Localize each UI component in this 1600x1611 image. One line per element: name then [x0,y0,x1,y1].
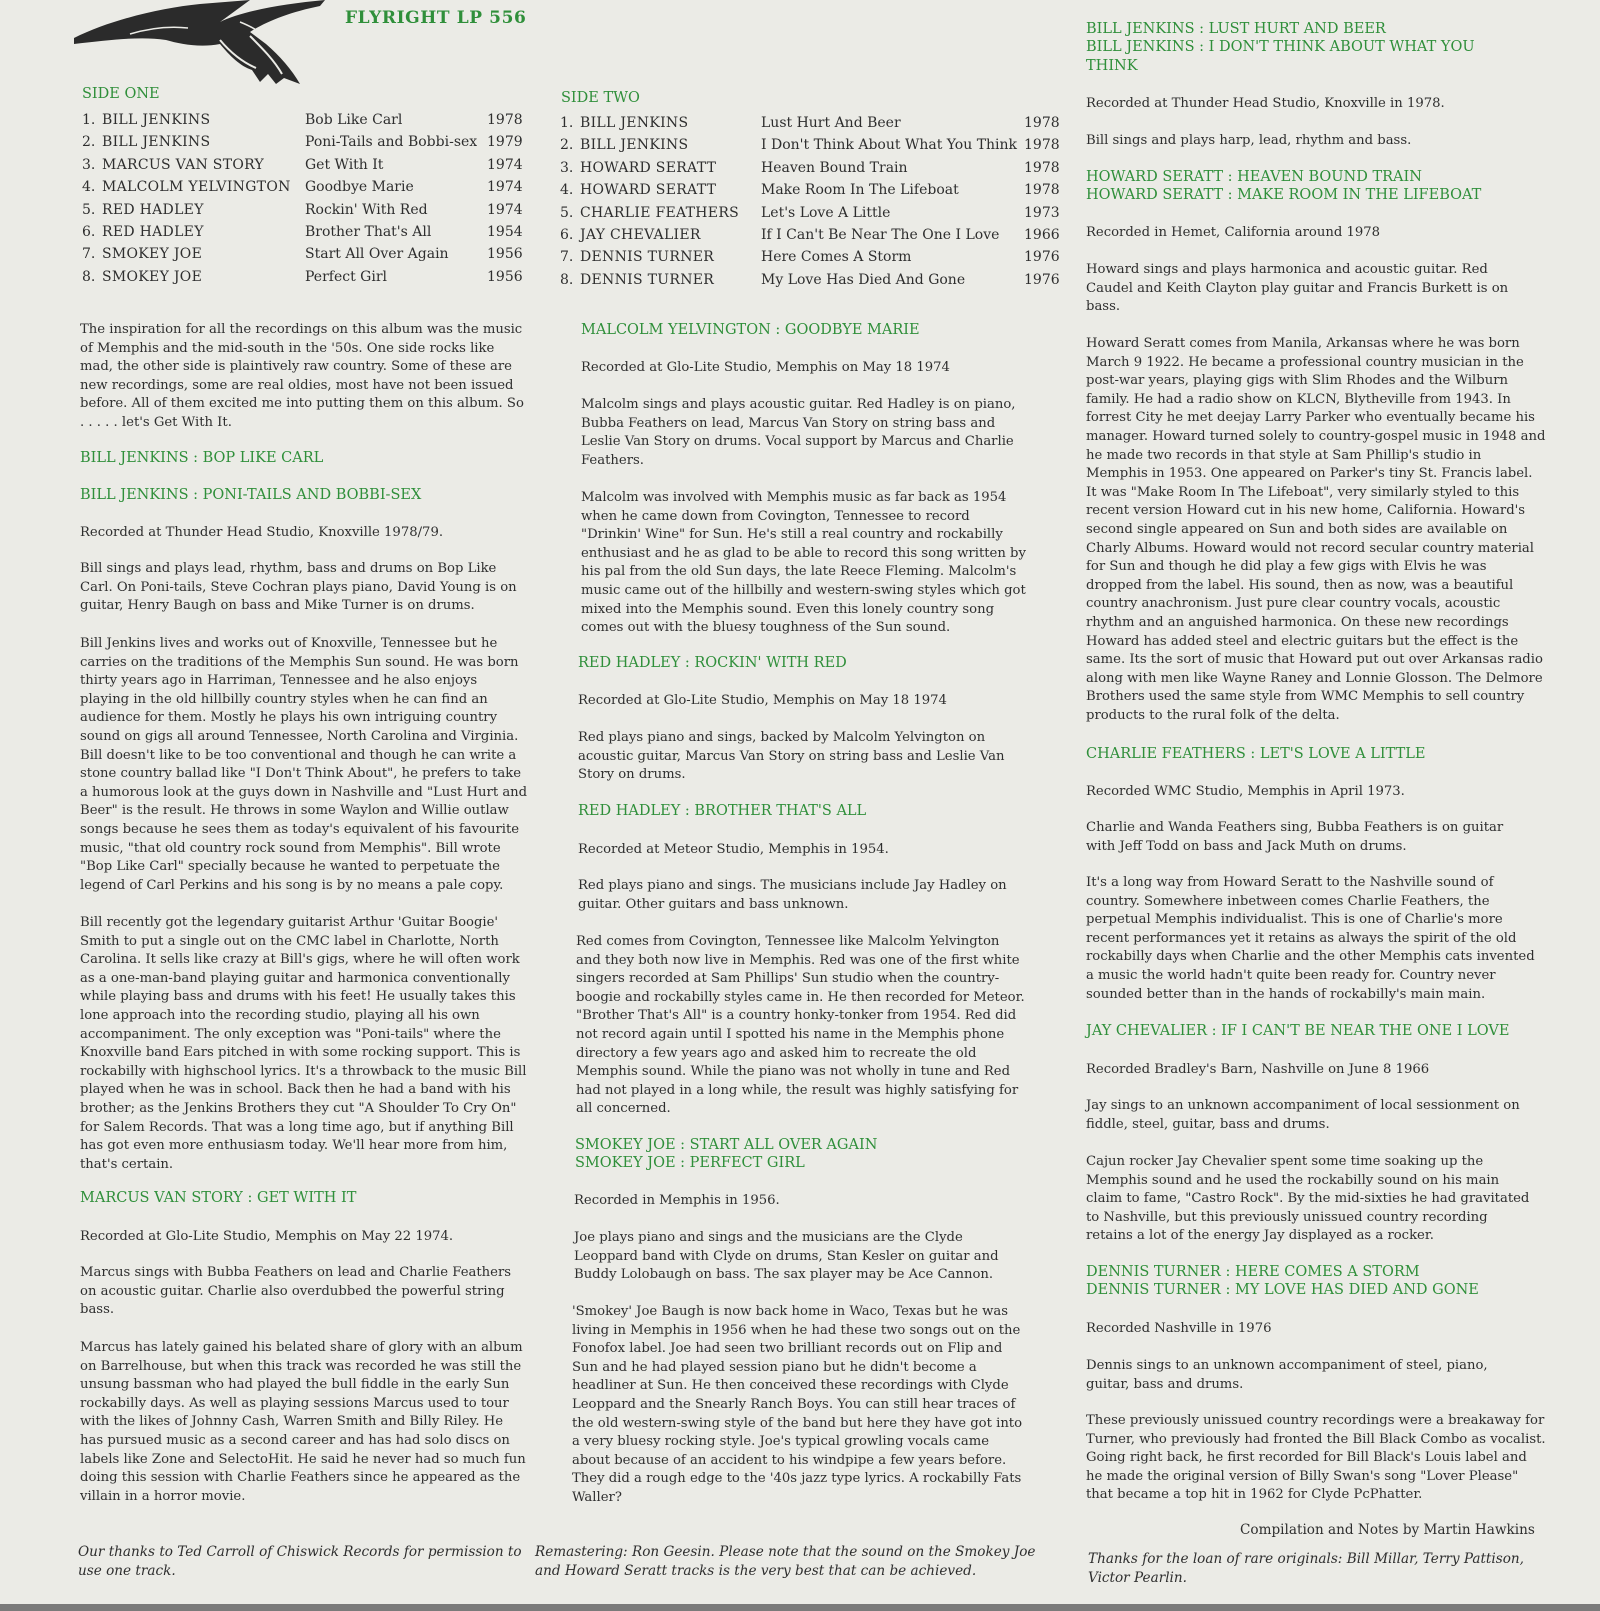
note-paragraph: Malcolm sings and plays acoustic guitar. Red Hadley is on piano, Bubba Feathers on lead, Marcus Van Story on string bass and Leslie Van Story on drums. Vocal support by Marcus and Charlie Feathers. [581,397,1016,468]
note-paragraph: Charlie and Wanda Feathers sing, Bubba Feathers is on guitar with Jeff Todd on bass and Jack Muth on drums. [1086,820,1504,854]
track-row [82,177,522,199]
note-paragraph: Joe plays piano and sings and the musicians are the Clyde Leoppard band with Clyde on drums, Stan Kesler on guitar and Buddy Lolobaugh on bass. The sax player may be Ace Cannon. [574,1230,999,1283]
note-heading-get-with-it: MARCUS VAN STORY : GET WITH IT [80,1190,357,1206]
track-title: Rockin' With Red [305,201,428,218]
note-paragraph: Cajun rocker Jay Chevalier spent some time soaking up the Memphis sound and he used the rockabilly sound on his main claim to fame, "Castro Rock". By the mid-sixties he had gravitated to Nashville, but this previously unissued country recording retains a lot of the energy Jay displayed as a rocker. [1086,1154,1530,1244]
note-heading-make-room: HOWARD SERATT : MAKE ROOM IN THE LIFEBOAT [1086,187,1482,203]
track-artist: BILL JENKINS [580,115,689,131]
track-artist: SMOKEY JOE [102,268,203,285]
remastering-note: Remastering: Ron Geesin. Please note that the sound on the Smokey Joe and Howard Seratt tracks is the very best that can be achieved. [535,1544,1036,1579]
track-artist: JAY CHEVALIER [580,227,701,243]
note-paragraph: Marcus has lately gained his belated share of glory with an album on Barrelhouse, but when this track was recorded he was still the unsung bassman who had played the bull fiddle in the early Sun rockabilly days. As well as playing sessions Marcus used to tour with the likes of Johnny Cash, Warren Smith and Billy Riley. He has pursued music as a second career and has had solo discs on labels like Zone and SelectoHit. He said he never had so much fun doing this session with Charlie Feathers since he appeared as the villain in a horror movie. [80,1340,526,1504]
compilation-credit: Compilation and Notes by Martin Hawkins [1240,1522,1535,1538]
track-row [560,180,1060,202]
track-title: Heaven Bound Train [761,159,908,176]
track-number: 1. [560,115,574,131]
track-number: 5. [82,201,96,218]
track-artist: HOWARD SERATT [580,159,717,176]
track-number: 3. [560,159,574,176]
track-title: Lust Hurt And Beer [761,115,901,131]
track-number: 7. [82,246,96,263]
track-artist: RED HADLEY [102,224,204,240]
track-year: 1979 [487,134,523,151]
track-year: 1974 [487,179,523,196]
track-title: Here Comes A Storm [761,249,912,266]
note-paragraph: 'Smokey' Joe Baugh is now back home in Waco, Texas but he was living in Memphis in 1956 when he had these two songs out on the Fonofox label. Joe had seen two brilliant records out on Flip and Sun and he had played session piano but he didn't become a headliner at Sun. He then conceived these recordings with Clyde Leoppard and the Snearly Ranch Boys. You can still hear traces of the old western-swing style of the band but here they have got into a very bluesy rocking style. Joe's typical growling vocals came about because of an accident to his windpipe a few years before. They did a rough edge to the '40s jazz type lyrics. A rockabilly Fats Waller? [572,1304,1023,1505]
note-paragraph: Bill sings and plays harp, lead, rhythm and bass. [1086,133,1412,148]
note-heading-dont-think: BILL JENKINS : I DON'T THINK ABOUT WHAT YOU THINK [1086,39,1475,74]
track-row [82,267,522,289]
note-heading-lets-love-a-little: CHARLIE FEATHERS : LET'S LOVE A LITTLE [1086,746,1426,762]
note-recorded: Recorded at Thunder Head Studio, Knoxville in 1978. [1086,96,1445,111]
track-title: Poni-Tails and Bobbi-sex [305,134,478,151]
note-paragraph: It's a long way from Howard Seratt to the Nashville sound of country. Somewhere inbetween comes Charlie Feathers, the perpetual Memphis individualist. This is one of Charlie's more recent performances yet it retains as always the spirit of the old rockabilly days when Charlie and the other Memphis cats invented a music the world hadn't quite been ready for. Country never sounded better than in the hands of rockabilly's main main. [1086,875,1535,1002]
track-artist: DENNIS TURNER [580,249,715,266]
note-heading-my-love-has-died: DENNIS TURNER : MY LOVE HAS DIED AND GONE [1086,1282,1479,1298]
note-recorded: Recorded at Glo-Lite Studio, Memphis on May 22 1974. [80,1229,454,1244]
note-paragraph: These previously unissued country recordings were a breakaway for Turner, who previously had fronted the Bill Black Combo as vocalist. Going right back, he first recorded for Bill Black's Louis label and he made the original version of Billy Swan's song "Lover Please" that became a top hit in 1962 for Clyde PcPhatter. [1086,1413,1546,1503]
track-row [82,132,522,154]
track-year: 1974 [487,156,523,173]
intro-paragraph: The inspiration for all the recordings on this album was the music of Memphis and the mid-south in the '50s. One side rocks like mad, the other side is plaintively raw country. Some of these are new recordings, some are real oldies, most have not been issued before. All of them excited me into putting them on this album. So . . . . . let's Get With It. [80,322,524,430]
track-title: Get With It [305,156,384,173]
track-number: 8. [560,271,574,288]
thanks-chiswick: Our thanks to Ted Carroll of Chiswick Records for permission to use one track. [78,1544,522,1579]
track-number: 2. [560,137,574,154]
track-row [560,113,1060,135]
track-year: 1978 [1024,137,1060,154]
track-title: Let's Love A Little [761,204,891,221]
track-number: 3. [82,156,96,173]
track-number: 2. [82,134,96,151]
track-row [560,135,1060,157]
track-title: Start All Over Again [305,246,449,263]
note-paragraph: Bill Jenkins lives and works out of Knoxville, Tennessee but he carries on the traditions of the Memphis Sun sound. He was born thirty years ago in Harriman, Tennessee and he also enjoys playing in the old hillbilly country styles when he can find an audience for them. Mostly he plays his own intriguing country sound on gigs all around Tennessee, North Carolina and Virginia. Bill doesn't like to be too conventional and though he can write a stone country ballad like "I Don't Think About", he prefers to take a humorous look at the guys down in Nashville and "Lust Hurt and Beer" is the result. He throws in some Waylon and Willie outlaw songs because he sees them as today's equivalent of his favourite music, "that old country rock sound from Memphis". Bill wrote "Bop Like Carl" specially because he wanted to perpetuate the legend of Carl Perkins and his song is by no means a pale copy. [80,636,528,893]
note-paragraph: Dennis sings to an unknown accompaniment of steel, piano, guitar, bass and drums. [1086,1358,1488,1392]
note-recorded: Recorded WMC Studio, Memphis in April 1973. [1086,784,1405,799]
side-two-heading: SIDE TWO [561,90,640,106]
note-heading-here-comes-a-storm: DENNIS TURNER : HERE COMES A STORM [1086,1264,1420,1280]
note-paragraph: Howard Seratt comes from Manila, Arkansas where he was born March 9 1922. He became a professional country musician in the post-war years, playing gigs with Slim Rhodes and the Wilburn family. He had a radio show on KLCN, Blytheville from 1943. In forrest City he met deejay Larry Parker who eventually became his manager. Howard turned solely to country-gospel music in 1948 and he made two records in that style at Sam Phillip's studio in Memphis in 1953. One appeared on Parker's tiny St. Francis label. It was "Make Room In The Lifeboat", very similarly styled to this recent version Howard cut in his new home, California. Howard's second single appeared on Sun and both sides are available on Charly Albums. Howard would not record secular country material for Sun and though he did play a few gigs with Elvis he was dropped from the label. His sound, then as now, was a beautiful country anachronism. Just pure clear country vocals, acoustic rhythm and an anguished harmonica. On these new recordings Howard has added steel and electric guitars but the effect is the same. Its the sort of music that Howard put out over Arkansas radio along with men like Wayne Raney and Lonnie Glosson. The Delmore Brothers used the same style from WMC Memphis to sell country products to the rural folk of the delta. [1086,336,1546,723]
track-year: 1978 [1024,115,1060,131]
track-year: 1974 [487,201,523,218]
track-year: 1956 [487,268,523,285]
track-title: I Don't Think About What You Think [761,137,1018,154]
catalog-number: FLYRIGHT LP 556 [345,8,527,28]
track-title: My Love Has Died And Gone [761,271,966,288]
track-title: Bob Like Carl [305,112,403,128]
note-recorded: Recorded at Meteor Studio, Memphis in 1954. [578,842,889,857]
track-title: Make Room In The Lifeboat [761,182,959,199]
track-row [560,225,1060,247]
track-title: Brother That's All [305,224,432,240]
note-paragraph: Bill sings and plays lead, rhythm, bass and drums on Bop Like Carl. On Poni-tails, Steve Cochran plays piano, David Young is on guitar, Henry Baugh on bass and Mike Turner is on drums. [80,561,517,614]
track-row [560,158,1060,180]
note-paragraph: Howard sings and plays harmonica and acoustic guitar. Red Caudel and Keith Clayton play guitar and Francis Burkett is on bass. [1086,262,1509,315]
note-paragraph: Jay sings to an unknown accompaniment of local sessionment on fiddle, steel, guitar, bass and drums. [1086,1098,1520,1132]
track-row [560,247,1060,269]
track-title: If I Can't Be Near The One I Love [761,227,1000,243]
thanks-originals: Thanks for the loan of rare originals: Bill Millar, Terry Pattison, Victor Pearlin. [1088,1551,1524,1586]
track-number: 6. [560,227,574,243]
note-recorded: Recorded in Memphis in 1956. [574,1193,780,1208]
track-number: 6. [82,224,96,240]
track-year: 1973 [1024,204,1060,221]
track-year: 1956 [487,246,523,263]
note-heading-heaven-bound-train: HOWARD SERATT : HEAVEN BOUND TRAIN [1086,169,1422,185]
track-artist: CHARLIE FEATHERS [580,204,740,221]
track-artist: DENNIS TURNER [580,271,715,288]
track-year: 1978 [1024,182,1060,199]
track-artist: MARCUS VAN STORY [102,156,265,173]
note-heading-goodbye-marie: MALCOLM YELVINGTON : GOODBYE MARIE [581,322,920,338]
track-row [82,110,522,132]
track-row [82,244,522,266]
track-year: 1966 [1024,227,1060,243]
note-heading-poni-tails: BILL JENKINS : PONI-TAILS AND BOBBI-SEX [80,487,422,503]
note-heading-lust-hurt: BILL JENKINS : LUST HURT AND BEER [1086,21,1386,37]
track-artist: BILL JENKINS [102,112,211,128]
track-title: Goodbye Marie [305,179,414,196]
note-paragraph: Red plays piano and sings. The musicians include Jay Hadley on guitar. Other guitars and bass unknown. [578,878,1007,912]
note-heading-start-all-over-again: SMOKEY JOE : START ALL OVER AGAIN [575,1137,878,1153]
track-row [82,222,522,244]
note-recorded: Recorded in Hemet, California around 1978 [1086,225,1381,240]
track-artist: RED HADLEY [102,201,204,218]
note-heading-if-i-cant-be-near: JAY CHEVALIER : IF I CAN'T BE NEAR THE ONE I LOVE [1086,1023,1510,1039]
track-year: 1978 [1024,159,1060,176]
note-heading-rockin-with-red: RED HADLEY : ROCKIN' WITH RED [578,655,847,671]
note-recorded: Recorded at Thunder Head Studio, Knoxville 1978/79. [80,525,444,540]
track-artist: MALCOLM YELVINGTON [102,179,291,196]
note-heading-perfect-girl: SMOKEY JOE : PERFECT GIRL [575,1155,805,1171]
note-heading-bop-like-carl: BILL JENKINS : BOP LIKE CARL [80,450,324,466]
track-number: 5. [560,204,574,221]
note-recorded: Recorded Bradley's Barn, Nashville on June 8 1966 [1086,1062,1430,1077]
track-title: Perfect Girl [305,268,387,285]
note-heading-brother-thats-all: RED HADLEY : BROTHER THAT'S ALL [578,803,867,819]
note-paragraph: Bill recently got the legendary guitarist Arthur 'Guitar Boogie' Smith to put a single out on the CMC label in Charlotte, North Carolina. It sells like crazy at Bill's gigs, where he will often work as a one-man-band playing guitar and harmonica conventionally while playing bass and drums with his feet! He usually takes this lone approach into the recording studio, playing all his own accompaniment. The only exception was "Poni-tails" where the Knoxville band Ears pitched in with some rocking support. This is rockabilly with highschool lyrics. It's a throwback to the music Bill played when he was in school. Back then he had a band with his brother; as the Jenkins Brothers they cut "A Shoulder To Cry On" for Salem Records. That was a long time ago, but if anything Bill has got even more enthusiasm today. We'll hear more from him, that's certain. [80,915,527,1172]
note-recorded: Recorded Nashville in 1976 [1086,1321,1272,1336]
track-number: 4. [560,182,574,199]
track-year: 1978 [487,112,523,128]
side-one-heading: SIDE ONE [82,86,160,102]
track-number: 7. [560,249,574,266]
track-artist: BILL JENKINS [102,134,211,151]
track-row [82,155,522,177]
note-paragraph: Red plays piano and sings, backed by Malcolm Yelvington on acoustic guitar, Marcus Van Story on string bass and Leslie Van Story on drums. [578,730,1005,783]
bottom-edge [0,1604,1600,1611]
eagle-logo [70,0,330,94]
note-recorded: Recorded at Glo-Lite Studio, Memphis on May 18 1974 [581,360,950,375]
track-artist: BILL JENKINS [580,137,689,154]
track-number: 4. [82,179,96,196]
track-row [82,200,522,222]
note-paragraph: Marcus sings with Bubba Feathers on lead and Charlie Feathers on acoustic guitar. Charlie also overdubbed the powerful string bass. [80,1265,512,1318]
track-artist: HOWARD SERATT [580,182,717,199]
track-year: 1954 [487,224,523,240]
track-row [560,203,1060,225]
track-year: 1976 [1024,271,1060,288]
track-artist: SMOKEY JOE [102,246,203,263]
note-paragraph: Red comes from Covington, Tennessee like Malcolm Yelvington and they both now live in Memphis. Red was one of the first white singers recorded at Sam Phillips' Sun studio when the country-boogie and rockabilly styles came in. He then recorded for Meteor. "Brother That's All" is a country honky-tonker from 1954. Red did not record again until I spotted his name in the Memphis phone directory a few years ago and asked him to recreate the old Memphis sound. While the piano was not wholly in tune and Red had not played in a long while, the result was highly satisfying for all concerned. [576,934,1025,1117]
track-row [560,270,1060,292]
note-paragraph: Malcolm was involved with Memphis music as far back as 1954 when he came down from Covington, Tennessee to record "Drinkin' Wine" for Sun. He's still a real country and rockabilly enthusiast and he as glad to be able to record this song written by his pal from the old Sun days, the late Reece Fleming. Malcolm's music came out of the hillbilly and western-swing styles which got mixed into the Memphis sound. Even this lonely country song comes out with the bluesy toughness of the Sun sound. [581,490,1026,636]
track-number: 8. [82,268,96,285]
note-recorded: Recorded at Glo-Lite Studio, Memphis on May 18 1974 [578,693,947,708]
track-year: 1976 [1024,249,1060,266]
track-number: 1. [82,112,96,128]
